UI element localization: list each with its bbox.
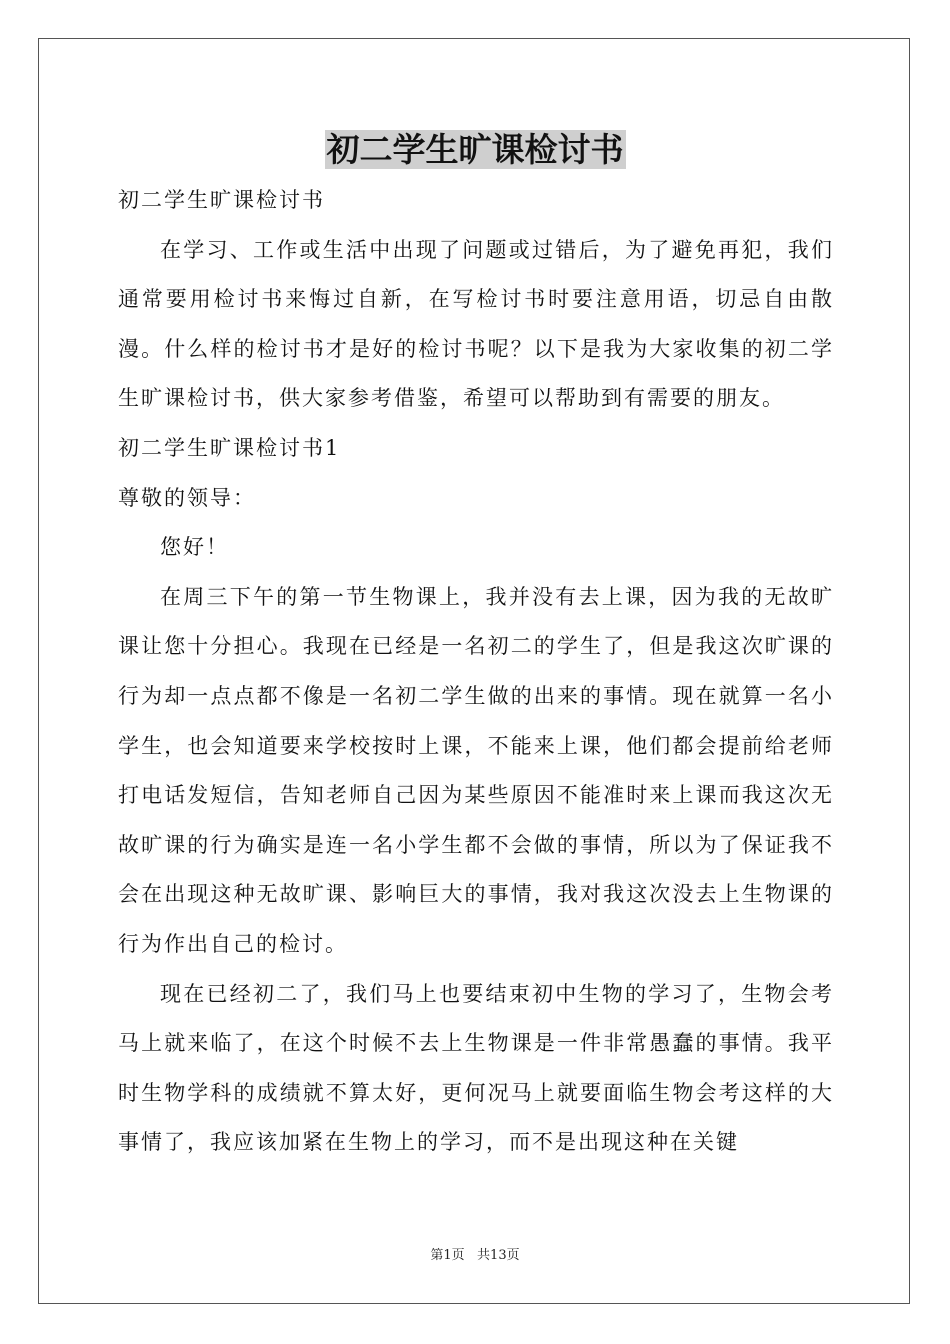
page-footer: 第1页 共13页 xyxy=(430,1248,520,1263)
paragraph: 初二学生旷课检讨书1 xyxy=(118,435,341,460)
paragraph: 现在已经初二了，我们马上也要结束初中生物的学习了，生物会考马上就来临了，在这个时候不去上生物课是一件非常愚蠢的事情。我平时生物学科的成绩就不算太好，更何况马上就要面临生物会考这样的大事情了，我应该加紧在生物上的学习，而不是出现这种在关键 xyxy=(118,981,834,1155)
paragraph: 初二学生旷课检讨书 xyxy=(118,188,325,212)
document-body xyxy=(118,176,834,1168)
paragraph: 尊敬的领导： xyxy=(118,485,256,510)
document-title xyxy=(0,126,950,174)
paragraph: 在学习、工作或生活中出现了问题或过错后，为了避免再犯，我们通常要用检讨书来悔过自新，在写检讨书时要注意用语，切忌自由散漫。什么样的检讨书才是好的检讨书呢？以下是我为大家收集的初二学生旷课检讨书，供大家参考借鉴，希望可以帮助到有需要的朋友。 xyxy=(118,237,834,411)
document-title-text: 初二学生旷课检讨书 xyxy=(326,130,624,169)
paragraph: 在周三下午的第一节生物课上，我并没有去上课，因为我的无故旷课让您十分担心。我现在已经是一名初二的学生了，但是我这次旷课的行为却一点点都不像是一名初二学生做的出来的事情。现在就算一名小学生，也会知道要来学校按时上课，不能来上课，他们都会提前给老师打电话发短信，告知老师自己因为某些原因不能准时来上课而我这次无故旷课的行为确实是连一名小学生都不会做的事情，所以为了保证我不会在出现这种无故旷课、影响巨大的事情，我对我这次没去上生物课的行为作出自己的检讨。 xyxy=(118,584,834,956)
paragraph: 您好！ xyxy=(160,535,229,560)
